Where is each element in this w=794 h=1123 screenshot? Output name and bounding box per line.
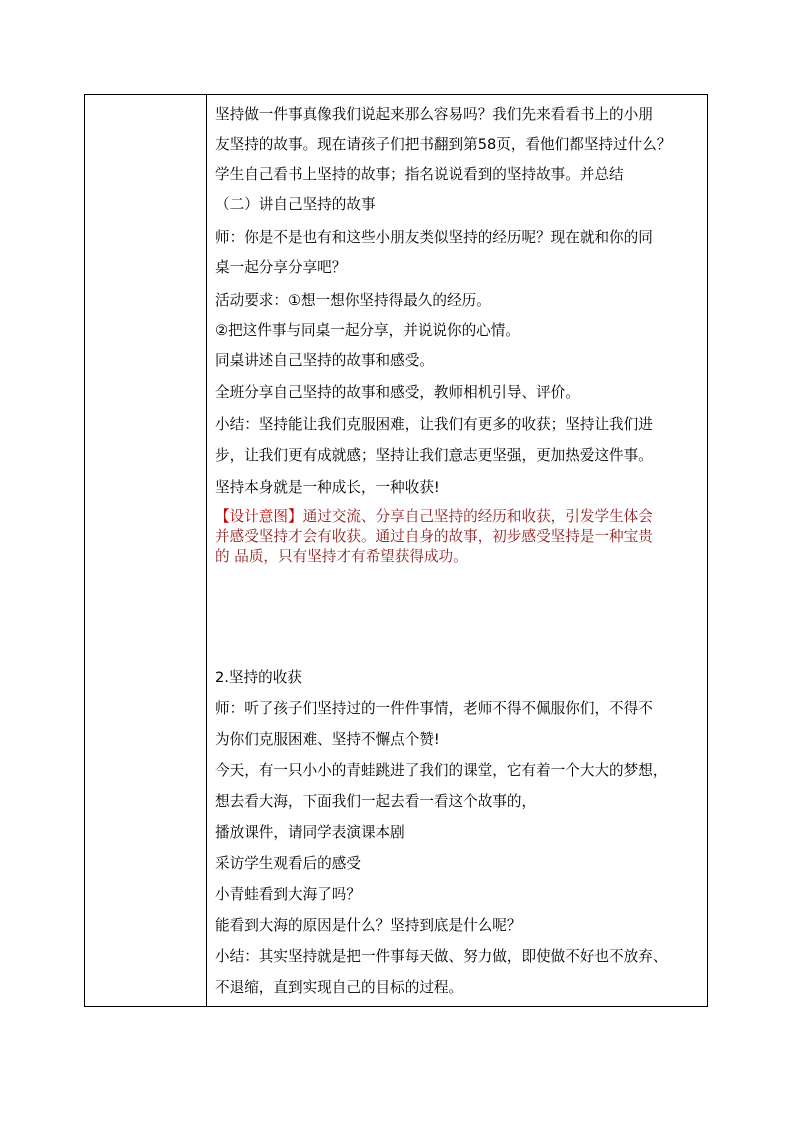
text-line: 小青蛙看到大海了吗？ xyxy=(215,886,361,903)
text-line: 坚持做一件事真像我们说起来那么容易吗？我们先来看看书上的小朋 xyxy=(215,106,653,123)
text-line: 师：你是不是也有和这些小朋友类似坚持的经历呢？现在就和你的同 xyxy=(215,229,653,246)
text-line: 今天，有一只小小的青蛙跳进了我们的课堂，它有着一个大大的梦想， xyxy=(215,762,668,779)
text-line: 想去看大海，下面我们一起去看一看这个故事的， xyxy=(215,793,537,810)
text-line: 采访学生观看后的感受 xyxy=(215,855,361,872)
text-line: 全班分享自己坚持的故事和感受，教师相机引导、评价。 xyxy=(215,384,580,401)
design-intent-line xyxy=(215,508,653,526)
text-line: 能看到大海的原因是什么？坚持到底是什么呢？ xyxy=(215,917,522,934)
text-line: 坚持本身就是一种成长，一种收获! xyxy=(215,479,440,496)
text-line: 步，让我们更有成就感；坚持让我们意志更坚强，更加热爱这件事。 xyxy=(215,447,653,464)
text-line: 桌一起分享分享吧？ xyxy=(215,259,347,276)
text-line: ②把这件事与同桌一起分享，并说说你的心情。 xyxy=(215,322,520,339)
text-line: 同桌讲述自己坚持的故事和感受。 xyxy=(215,352,434,369)
text-line: 播放课件，请同学表演课本剧 xyxy=(215,824,405,841)
design-intent-line: 并感受坚持才会有收获。通过自身的故事，初步感受坚持是一种宝贵 xyxy=(215,528,653,545)
design-intent-tag: 【设计意图】 xyxy=(215,508,303,525)
text-line: 小结：其实坚持就是把一件事每天做、努力做，即使做不好也不放弃、 xyxy=(215,948,668,965)
text-line: 师：听了孩子们坚持过的一件件事情，老师不得不佩服你们，不得不 xyxy=(215,700,653,717)
text-line: 不退缩，直到实现自己的目标的过程。 xyxy=(215,979,464,996)
section-heading: 2.坚持的收获 xyxy=(215,669,302,686)
text-line: 小结：坚持能让我们克服困难，让我们有更多的收获；坚持让我们进 xyxy=(215,416,653,433)
text-line: 学生自己看书上坚持的故事；指名说说看到的坚持故事。并总结 xyxy=(215,166,624,183)
design-intent-text: 通过交流、分享自己坚持的经历和收获，引发学生体会 xyxy=(302,508,653,525)
design-intent-line: 的 品质，只有坚持才有希望获得成功。 xyxy=(215,548,468,565)
text-line: 为你们克服困难、坚持不懈点个赞! xyxy=(215,731,440,748)
text-line: 友坚持的故事。现在请孩子们把书翻到第58页，看他们都坚持过什么？ xyxy=(215,136,672,153)
text-line: 活动要求：①想一想你坚持得最久的经历。 xyxy=(215,292,491,309)
left-column-cell xyxy=(85,95,207,1006)
section-heading: （二）讲自己坚持的故事 xyxy=(215,196,376,213)
lesson-table xyxy=(84,94,708,1007)
